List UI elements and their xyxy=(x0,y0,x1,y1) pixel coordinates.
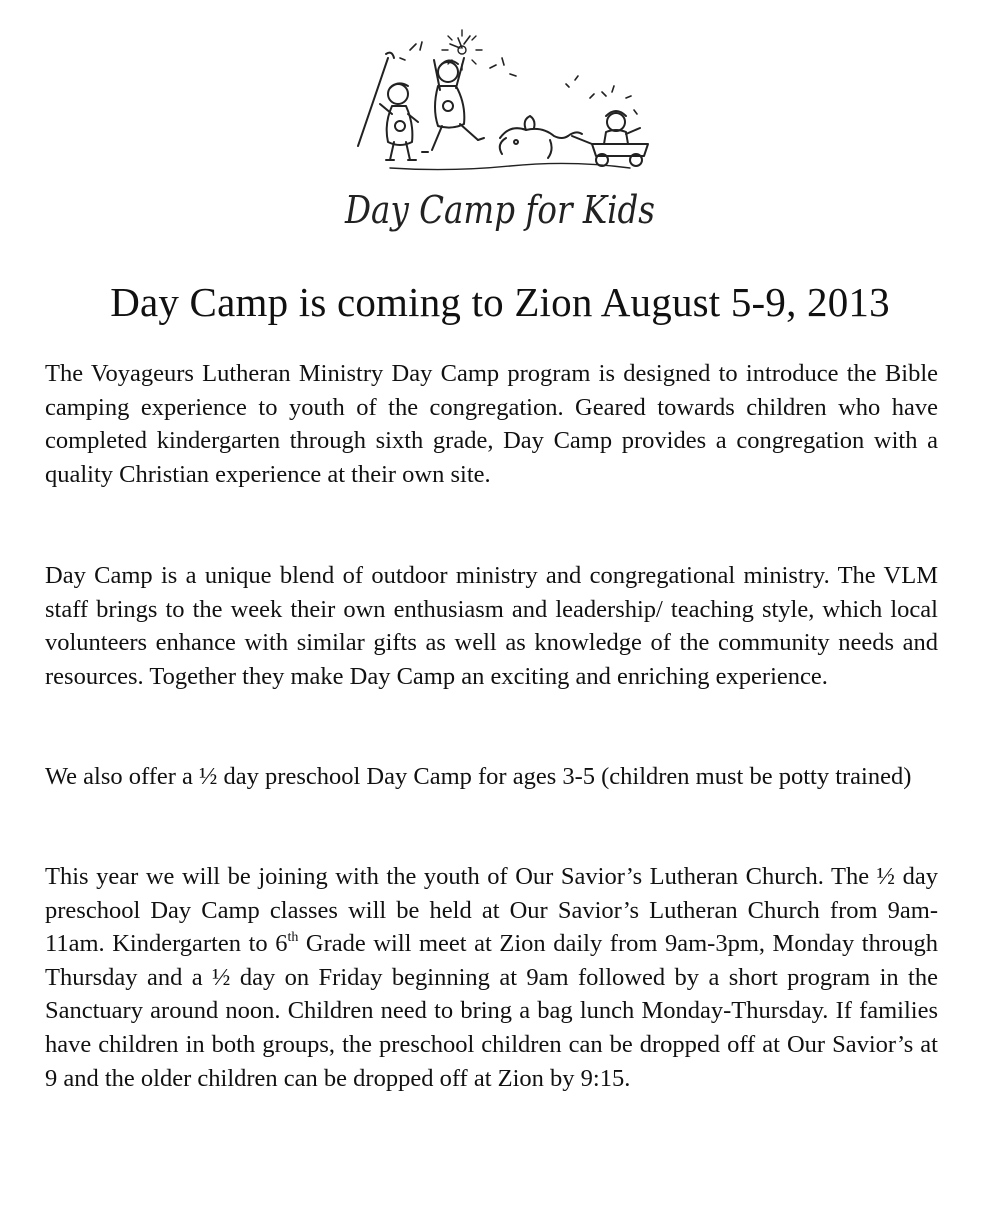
schedule-text-part-2: Grade will meet at Zion daily from 9am-3pm, Monday through Thursday and a ½ day on Friday beginning at 9am followed by a short program in the Sanctuary around noon. Children need to bring a bag lunch Monday-Thursday. If families have children in both groups, the preschool children can be dropped off at Our Savior’s at 9 and the older children can be dropped off at Zion by 9:15. xyxy=(45,930,938,1092)
children-playing-illustration-icon xyxy=(330,28,670,248)
schedule-text-part-1: This year we will be joining with the youth of Our Savior’s Lutheran Church. The ½ day preschool Day Camp classes will be held at Our Savior’s Lutheran Church from 9am-11am. Kindergarten to 6 xyxy=(45,863,938,958)
right-child-wagon-icon xyxy=(572,111,648,166)
ordinal-suffix: th xyxy=(287,930,299,946)
left-child-icon xyxy=(358,53,418,160)
intro-paragraph: The Voyageurs Lutheran Ministry Day Camp program is designed to introduce the Bible camping experience to youth of the congregation. Geared towards children who have completed kindergarten through sixth grade, Day Camp provides a congregation with a quality Christian experience at their own site. xyxy=(45,360,938,488)
day-camp-logo xyxy=(330,28,670,248)
center-child-icon xyxy=(422,58,484,152)
schedule-paragraph xyxy=(45,860,938,1095)
dog-icon xyxy=(500,116,582,158)
logo-text: Day Camp for Kids xyxy=(344,188,655,232)
ground-line-icon xyxy=(390,163,630,169)
description-paragraph: Day Camp is a unique blend of outdoor ministry and congregational ministry. The VLM staff brings to the week their own enthusiasm and leadership/ teaching style, which local volunteers enhance with similar gifts as well as knowledge of the community needs and resources. Together they make Day Camp an exciting and enriching experience. xyxy=(45,562,938,690)
page-title: Day Camp is coming to Zion August 5-9, 2013 xyxy=(110,279,890,325)
preschool-paragraph: We also offer a ½ day preschool Day Camp for ages 3-5 (children must be potty trained) xyxy=(45,763,912,790)
